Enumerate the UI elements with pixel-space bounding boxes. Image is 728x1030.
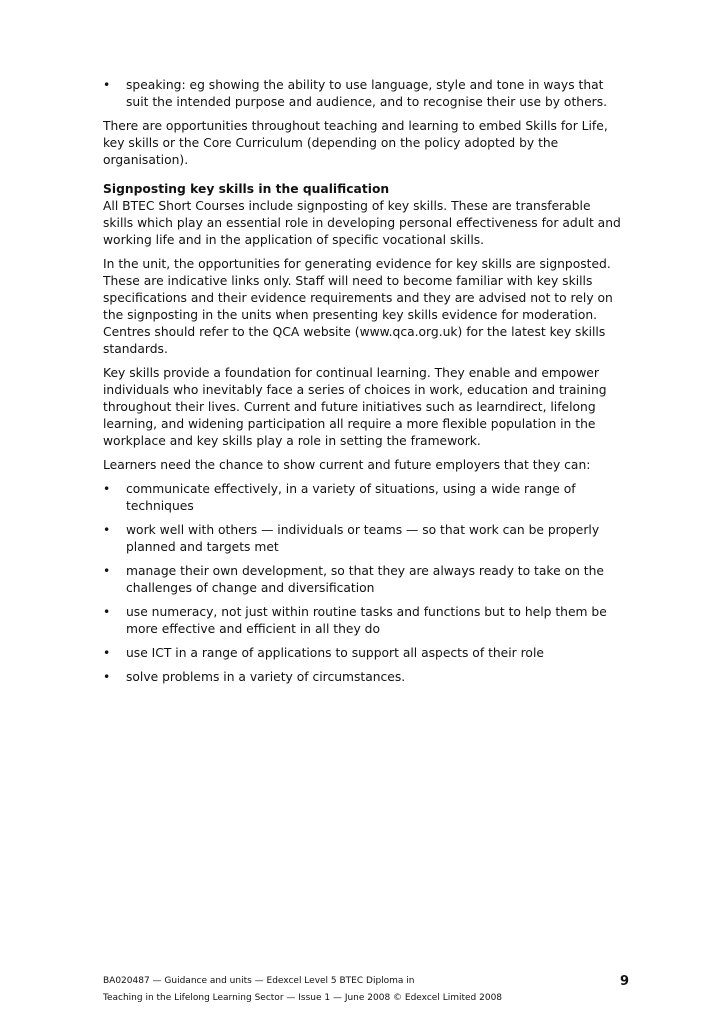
- list-item: [103, 645, 623, 662]
- document-page: [103, 77, 623, 693]
- paragraph-learners: Learners need the chance to show current and future employers that they can:: [103, 458, 591, 472]
- bullet-text: solve problems in a variety of circumstances.: [126, 670, 406, 684]
- list-item: [103, 481, 623, 515]
- bullet-icon: •: [103, 564, 111, 578]
- bullet-text: manage their own development, so that they are always ready to take on the challenges of change and diversification: [126, 564, 604, 595]
- bullet-text: communicate effectively, in a variety of situations, using a wide range of techniques: [126, 482, 576, 513]
- list-item: [103, 77, 623, 111]
- bullet-icon: •: [103, 646, 111, 660]
- intro-bullet-list: [103, 77, 623, 111]
- bullet-text: work well with others — individuals or teams — so that work can be properly planned and targets met: [126, 523, 600, 554]
- footer-line-2: Teaching in the Lifelong Learning Sector — Issue 1 — June 2008 © Edexcel Limited 2008: [103, 993, 503, 1003]
- list-item: [103, 604, 623, 638]
- section-heading: Signposting key skills in the qualification: [103, 182, 390, 196]
- list-item: [103, 522, 623, 556]
- list-item: [103, 669, 623, 686]
- footer-line-1: BA020487 — Guidance and units — Edexcel Level 5 BTEC Diploma in: [103, 976, 415, 986]
- learner-bullet-list: [103, 481, 623, 686]
- page-footer: [103, 973, 629, 1007]
- paragraph-opportunities: There are opportunities throughout teaching and learning to embed Skills for Life, key skills or the Core Curriculum (depending on the policy adopted by the organisation).: [103, 119, 608, 167]
- bullet-text: speaking: eg showing the ability to use language, style and tone in ways that suit the intended purpose and audience, and to recognise their use by others.: [126, 78, 608, 109]
- bullet-icon: •: [103, 605, 111, 619]
- bullet-icon: •: [103, 523, 111, 537]
- bullet-icon: •: [103, 670, 111, 684]
- bullet-text: use numeracy, not just within routine tasks and functions but to help them be more effective and efficient in all they do: [126, 605, 607, 636]
- bullet-text: use ICT in a range of applications to support all aspects of their role: [126, 646, 544, 660]
- paragraph-short-courses: All BTEC Short Courses include signposting of key skills. These are transferable skills which play an essential role in developing personal effectiveness for adult and working life and in the application of specific vocational skills.: [103, 199, 621, 247]
- page-number: 9: [619, 974, 629, 989]
- bullet-icon: •: [103, 78, 111, 92]
- bullet-icon: •: [103, 482, 111, 496]
- paragraph-foundation: Key skills provide a foundation for continual learning. They enable and empower individuals who inevitably face a series of choices in work, education and training throughout their lives. Current and future initiatives such as learndirect, lifelong learning, and widening participation all require a more flexible population in the workplace and key skills play a role in setting the framework.: [103, 366, 607, 448]
- list-item: [103, 563, 623, 597]
- paragraph-unit: In the unit, the opportunities for generating evidence for key skills are signposted. These are indicative links only. Staff will need to become familiar with key skills specifications and their evidence requirements and they are advised not to rely on the signposting in the units when presenting key skills evidence for moderation. Centres should refer to the QCA website (www.qca.org.uk) for the latest key skills standards.: [103, 257, 613, 356]
